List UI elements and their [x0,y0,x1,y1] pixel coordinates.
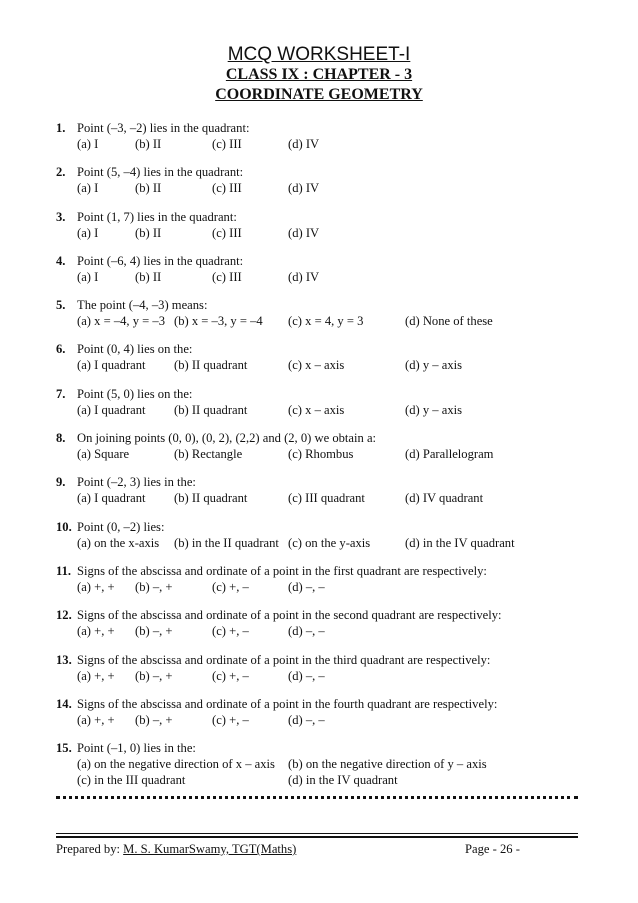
question-number: 12. [56,608,72,623]
question-number: 15. [56,741,72,756]
option-d: (d) IV [288,225,320,240]
option-b: (b) in the II quadrant [174,535,279,550]
option-a: (a) I [77,225,99,240]
option-c: (c) III [212,269,242,284]
question-text: Point (1, 7) lies in the quadrant: [77,209,237,224]
question-text: Signs of the abscissa and ordinate of a point in the fourth quadrant are respectively: [77,696,498,711]
option-c: (c) +, – [212,668,249,683]
option-b: (b) –, + [135,579,173,594]
option-d: (d) IV quadrant [405,491,484,506]
option-d: (d) Parallelogram [405,447,494,462]
option-a: (a) I quadrant [77,402,146,417]
option-a: (a) I [77,137,99,151]
question-number: 5. [56,298,66,313]
question-text: On joining points (0, 0), (0, 2), (2,2) and (2, 0) we obtain a: [77,431,377,446]
question-6 [56,341,596,373]
option-d: (d) y – axis [405,402,463,417]
option-b: (b) II [135,181,162,196]
option-b: (b) II [135,137,162,151]
option-c: (c) x – axis [288,358,345,373]
worksheet-title: MCQ WORKSHEET-I [227,44,411,65]
class-chapter-heading: CLASS IX : CHAPTER - 3 [225,66,413,83]
option-a: (a) I quadrant [77,358,146,373]
option-a: (a) I [77,181,99,196]
option-d: (d) –, – [288,624,325,639]
page-number: Page - 26 - [465,842,520,856]
question-text: Point (0, –2) lies: [77,519,165,534]
option-b: (b) on the negative direction of y – axis [288,757,487,772]
option-b: (b) –, + [135,668,173,683]
option-a: (a) +, + [77,668,115,683]
option-b: (b) II quadrant [174,491,248,506]
option-b: (b) II quadrant [174,358,248,373]
option-a: (a) I [77,269,99,284]
option-b: (b) II [135,269,162,284]
option-c: (c) +, – [212,712,249,727]
question-11 [56,563,596,595]
footer-rule-thin [56,833,578,834]
question-3 [56,209,596,241]
question-13 [56,652,596,684]
question-text: The point (–4, –3) means: [77,298,208,313]
question-7 [56,386,596,418]
option-b: (b) –, + [135,624,173,639]
question-text: Signs of the abscissa and ordinate of a point in the first quadrant are respectively: [77,563,487,578]
question-number: 10. [56,519,72,534]
question-5 [56,297,596,329]
option-b: (b) II quadrant [174,402,248,417]
question-list [56,120,596,800]
question-number: 9. [56,475,66,490]
option-a: (a) +, + [77,712,115,727]
question-1 [56,120,596,152]
question-2 [56,164,596,196]
footer-credit [56,842,296,857]
question-number: 4. [56,253,66,268]
option-c: (c) x = 4, y = 3 [288,314,364,329]
question-text: Point (–2, 3) lies in the: [77,475,196,490]
question-14 [56,696,596,728]
question-12 [56,607,596,639]
question-text: Point (5, –4) lies in the quadrant: [77,165,244,180]
question-8 [56,430,596,462]
option-c: (c) on the y-axis [288,535,371,550]
question-number: 2. [56,165,66,180]
option-d: (d) IV [288,137,320,151]
option-d: (d) in the IV quadrant [405,535,515,550]
option-a: (a) Square [77,447,130,462]
option-c: (c) +, – [212,624,249,639]
option-a: (a) on the x-axis [77,535,160,550]
option-d: (d) –, – [288,668,325,683]
question-number: 1. [56,121,66,135]
option-d: (d) None of these [405,314,493,329]
question-text: Point (0, 4) lies on the: [77,342,193,357]
option-c: (c) III quadrant [288,491,365,506]
question-number: 8. [56,431,66,446]
option-a: (a) +, + [77,579,115,594]
option-d: (d) in the IV quadrant [288,773,398,788]
option-c: (c) x – axis [288,402,345,417]
question-15 [56,740,596,788]
option-d: (d) IV [288,269,320,284]
question-4 [56,253,596,285]
option-a: (a) I quadrant [77,491,146,506]
topic-heading: COORDINATE GEOMETRY [215,86,423,103]
option-c: (c) III [212,181,242,196]
author-name: M. S. KumarSwamy, TGT(Maths) [123,842,297,856]
prepared-by-label: Prepared by: [56,842,124,856]
dotted-separator [56,796,578,799]
option-b: (b) Rectangle [174,447,243,462]
option-c: (c) III [212,225,242,240]
footer-rule-thick [56,836,578,838]
question-number: 13. [56,652,72,667]
question-number: 14. [56,696,72,711]
option-b: (b) x = –3, y = –4 [174,314,263,329]
question-text: Point (–3, –2) lies in the quadrant: [77,121,250,135]
question-number: 3. [56,209,66,224]
option-b: (b) II [135,225,162,240]
question-text: Signs of the abscissa and ordinate of a point in the second quadrant are respectively: [77,608,502,623]
question-10 [56,519,596,551]
option-a: (a) x = –4, y = –3 [77,314,166,329]
option-c: (c) in the III quadrant [77,773,186,788]
option-d: (d) y – axis [405,358,463,373]
question-9 [56,474,596,506]
option-c: (c) III [212,137,242,151]
question-text: Point (5, 0) lies on the: [77,386,193,401]
option-c: (c) +, – [212,579,249,594]
option-a: (a) on the negative direction of x – axis [77,757,275,772]
option-d: (d) –, – [288,579,325,594]
question-number: 7. [56,386,66,401]
option-a: (a) +, + [77,624,115,639]
question-text: Point (–6, 4) lies in the quadrant: [77,253,244,268]
option-c: (c) Rhombus [288,447,354,462]
option-b: (b) –, + [135,712,173,727]
question-text: Point (–1, 0) lies in the: [77,741,196,756]
question-number: 6. [56,342,66,357]
question-text: Signs of the abscissa and ordinate of a point in the third quadrant are respectively: [77,652,491,667]
option-d: (d) –, – [288,712,325,727]
question-number: 11. [56,563,72,578]
option-d: (d) IV [288,181,320,196]
